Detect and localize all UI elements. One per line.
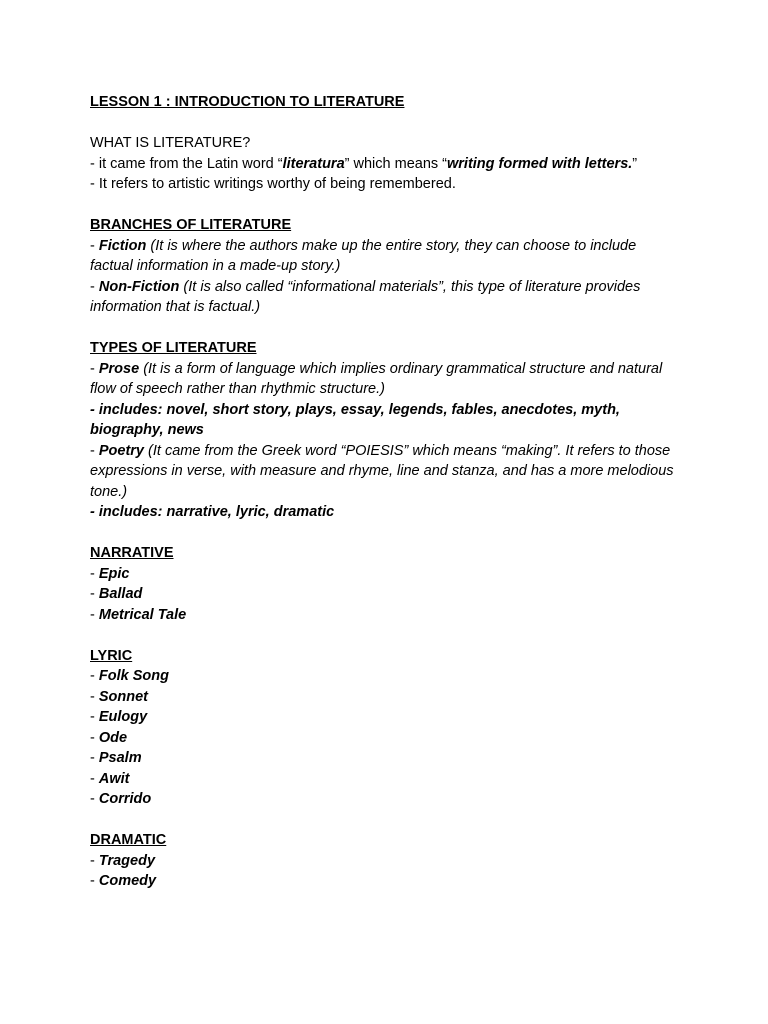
- latin-origin-middle: ” which means “: [344, 155, 447, 172]
- latin-term: literatura: [282, 155, 345, 172]
- spacer: [90, 318, 680, 339]
- list-item: [90, 851, 680, 872]
- lyric-item: Sonnet: [98, 688, 148, 705]
- spacer: [90, 523, 680, 544]
- list-dash: -: [90, 668, 99, 684]
- list-dash: -: [90, 709, 99, 725]
- list-item: [90, 666, 680, 687]
- lyric-item: Psalm: [98, 750, 142, 766]
- spacer: [90, 113, 680, 134]
- latin-origin-prefix: - it came from the Latin word “: [90, 155, 283, 172]
- document-page: [90, 92, 680, 892]
- type-term: Poetry: [98, 442, 144, 459]
- list-dash: -: [90, 750, 99, 766]
- dramatic-heading: DRAMATIC: [90, 832, 167, 848]
- list-dash: -: [90, 688, 99, 705]
- type-term: Prose: [98, 360, 140, 377]
- branches-heading: BRANCHES OF LITERATURE: [90, 217, 292, 233]
- branch-term: Non-Fiction: [98, 278, 180, 295]
- type-poetry: [90, 441, 680, 503]
- branch-description: (It is where the authors make up the entire story, they can choose to include factual information in a made-up story.): [90, 237, 637, 274]
- list-dash: -: [90, 873, 99, 889]
- latin-meaning: writing formed with letters.: [447, 155, 633, 172]
- lyric-heading: LYRIC: [90, 647, 133, 664]
- list-dash: -: [90, 791, 99, 807]
- list-item: [90, 728, 680, 749]
- lyric-item: Folk Song: [98, 668, 169, 684]
- lesson-title: LESSON 1 : INTRODUCTION TO LITERATURE: [90, 94, 405, 110]
- list-dash: -: [90, 360, 99, 377]
- type-prose: [90, 359, 680, 400]
- branch-term: Fiction: [98, 237, 147, 254]
- list-dash: -: [90, 442, 99, 459]
- list-item: [90, 748, 680, 769]
- dramatic-item: Comedy: [98, 873, 157, 889]
- dramatic-item: Tragedy: [98, 852, 156, 869]
- type-description: (It is a form of language which implies ordinary grammatical structure and natural flow of speech rather than rhythmic structure.): [90, 360, 663, 397]
- branch-description: (It is also called “informational materials”, this type of literature provides information that is factual.): [90, 278, 641, 315]
- spacer: [90, 625, 680, 646]
- narrative-item: Metrical Tale: [98, 606, 187, 623]
- lyric-item: Ode: [98, 729, 128, 746]
- list-dash: -: [90, 278, 99, 295]
- list-item: [90, 707, 680, 728]
- lyric-item: Corrido: [98, 791, 152, 807]
- latin-origin-line: [90, 154, 680, 175]
- type-description: (It came from the Greek word “POIESIS” which means “making”. It refers to those expressions in verse, with measure and rhyme, line and stanza, and has a more melodious tone.): [90, 442, 674, 500]
- list-dash: -: [90, 586, 99, 602]
- list-item: [90, 564, 680, 585]
- spacer: [90, 810, 680, 831]
- lyric-item: Eulogy: [98, 709, 148, 725]
- list-dash: -: [90, 237, 99, 254]
- list-dash: -: [90, 565, 99, 582]
- types-heading: TYPES OF LITERATURE: [90, 340, 257, 356]
- list-dash: -: [90, 729, 99, 746]
- artistic-writings-line: - It refers to artistic writings worthy of being remembered.: [90, 176, 456, 192]
- poetry-includes: - includes: narrative, lyric, dramatic: [90, 504, 335, 520]
- list-item: [90, 769, 680, 790]
- branch-fiction: [90, 236, 680, 277]
- list-item: [90, 605, 680, 626]
- lyric-item: Awit: [98, 770, 130, 787]
- narrative-item: Epic: [98, 565, 130, 582]
- list-item: [90, 871, 680, 892]
- prose-includes: - includes: novel, short story, plays, essay, legends, fables, anecdotes, myth, biography, news: [90, 401, 620, 438]
- list-dash: -: [90, 606, 99, 623]
- what-is-heading: WHAT IS LITERATURE?: [90, 135, 251, 151]
- latin-origin-suffix: ”: [632, 155, 638, 172]
- branch-non-fiction: [90, 277, 680, 318]
- list-item: [90, 789, 680, 810]
- narrative-item: Ballad: [98, 586, 143, 602]
- list-dash: -: [90, 852, 99, 869]
- list-item: [90, 584, 680, 605]
- list-dash: -: [90, 770, 99, 787]
- list-item: [90, 687, 680, 708]
- spacer: [90, 195, 680, 216]
- narrative-heading: NARRATIVE: [90, 545, 174, 561]
